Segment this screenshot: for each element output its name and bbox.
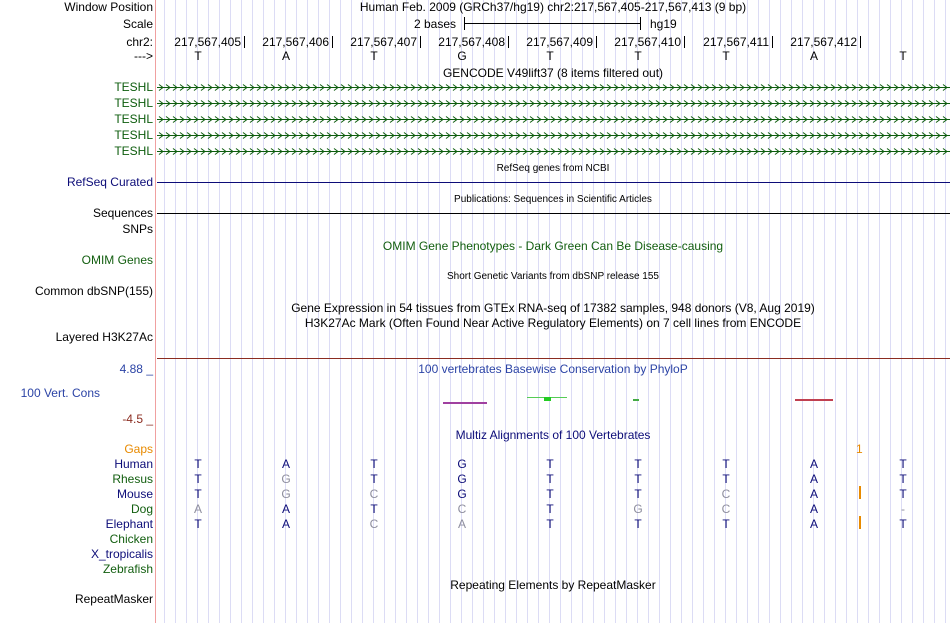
aligned-base: A — [809, 472, 818, 486]
reference-base: T — [722, 49, 730, 63]
gencode-track-title: GENCODE V49lift37 (8 items filtered out) — [442, 66, 664, 80]
reference-base: T — [546, 49, 554, 63]
aligned-base: T — [634, 457, 642, 471]
phylop-positive-score — [544, 397, 551, 401]
assembly-name: hg19 — [650, 17, 677, 31]
gencode-item-label[interactable]: TESHL — [114, 144, 153, 158]
gap-count-mark: 1 — [856, 442, 863, 456]
gencode-item-label[interactable]: TESHL — [114, 112, 153, 126]
ruler-tick — [860, 36, 861, 48]
aligned-base: G — [633, 502, 643, 516]
aligned-base: A — [457, 517, 466, 531]
reference-base: G — [457, 49, 467, 63]
aligned-base: T — [546, 472, 554, 486]
ruler-tick — [508, 36, 509, 48]
gencode-transcript-feature[interactable] — [157, 116, 950, 123]
phylop-negative-score — [443, 402, 487, 404]
refseq-gene-line[interactable] — [157, 182, 950, 183]
aligned-base: G — [457, 472, 467, 486]
conservation-track-label[interactable]: 100 Vert. Cons — [20, 386, 100, 400]
dbsnp-track-label[interactable]: Common dbSNP(155) — [34, 284, 153, 298]
aligned-base: T — [722, 472, 730, 486]
aligned-base: G — [457, 487, 467, 501]
aligned-base: C — [457, 502, 467, 516]
publications-track-title: Publications: Sequences in Scientific Articles — [454, 194, 652, 205]
aligned-base: T — [634, 487, 642, 501]
gaps-label[interactable]: Gaps — [124, 442, 153, 456]
aligned-base: T — [194, 487, 202, 501]
aligned-base: A — [193, 502, 202, 516]
chrom-label: chr2: — [126, 35, 153, 49]
scale-text: 2 bases — [414, 17, 457, 31]
window-position-label: Window Position — [64, 0, 153, 14]
gap-insertion-mark — [859, 516, 861, 529]
aligned-base: T — [899, 457, 907, 471]
aligned-base: A — [281, 457, 290, 471]
gencode-item-label[interactable]: TESHL — [114, 96, 153, 110]
gtex-track-title: Gene Expression in 54 tissues from GTEx RNA-seq of 17382 samples, 948 donors (V8, Aug 2019) — [291, 301, 815, 315]
aligned-base: G — [281, 487, 291, 501]
gencode-transcript-feature[interactable] — [157, 132, 950, 139]
aligned-base: T — [634, 517, 642, 531]
aligned-base: T — [546, 457, 554, 471]
repeatmasker-track-title: Repeating Elements by RepeatMasker — [450, 578, 656, 592]
aligned-base: T — [370, 502, 378, 516]
gencode-item-label[interactable]: TESHL — [114, 128, 153, 142]
ruler-position: 217,567,411 — [703, 35, 769, 49]
species-label[interactable]: Zebrafish — [102, 562, 153, 576]
aligned-base: G — [281, 472, 291, 486]
reference-base: T — [194, 49, 202, 63]
omim-track-label[interactable]: OMIM Genes — [81, 253, 153, 267]
dbsnp-track-title: Short Genetic Variants from dbSNP release 155 — [447, 271, 659, 282]
h3k27ac-baseline — [157, 358, 950, 359]
aligned-base: C — [369, 487, 379, 501]
species-label[interactable]: Chicken — [109, 532, 153, 546]
h3k27ac-track-title: H3K27Ac Mark (Often Found Near Active Regulatory Elements) on 7 cell lines from ENCODE — [304, 316, 802, 330]
aligned-base: T — [194, 472, 202, 486]
aligned-base: A — [281, 517, 290, 531]
phylop-negative-score — [795, 399, 833, 401]
ruler-position: 217,567,406 — [262, 35, 329, 49]
ruler-tick — [420, 36, 421, 48]
aligned-base: C — [721, 487, 731, 501]
aligned-base: T — [722, 517, 730, 531]
species-label[interactable]: Rhesus — [112, 472, 153, 486]
aligned-base: T — [899, 487, 907, 501]
scale-label: Scale — [122, 17, 153, 31]
gencode-item-label[interactable]: TESHL — [114, 80, 153, 94]
aligned-base: A — [809, 457, 818, 471]
ruler-tick — [684, 36, 685, 48]
reference-base: T — [370, 49, 378, 63]
reference-base: A — [809, 49, 818, 63]
aligned-base: A — [809, 487, 818, 501]
strand-label: ---> — [134, 49, 153, 63]
reference-base: T — [634, 49, 642, 63]
gap-insertion-mark — [859, 486, 861, 499]
publications-track-label[interactable]: Sequences — [92, 206, 153, 220]
refseq-track-title: RefSeq genes from NCBI — [496, 163, 610, 174]
aligned-base: T — [194, 457, 202, 471]
multiz-track-title: Multiz Alignments of 100 Vertebrates — [455, 428, 651, 442]
scale-bar — [464, 17, 641, 30]
species-label[interactable]: Mouse — [116, 487, 153, 501]
refseq-track-label[interactable]: RefSeq Curated — [66, 175, 153, 189]
ruler-position: 217,567,409 — [526, 35, 593, 49]
phylop-positive-score — [633, 399, 639, 401]
ruler-position: 217,567,412 — [790, 35, 857, 49]
aligned-base: T — [899, 472, 907, 486]
conservation-ymin: -4.5 _ — [122, 412, 153, 426]
species-label[interactable]: X_tropicalis — [90, 547, 153, 561]
conservation-ymax: 4.88 _ — [119, 362, 153, 376]
species-label[interactable]: Elephant — [105, 517, 153, 531]
ruler-position: 217,567,410 — [614, 35, 681, 49]
reference-base: A — [281, 49, 290, 63]
ruler-position: 217,567,408 — [438, 35, 505, 49]
gencode-transcript-feature[interactable] — [157, 84, 950, 91]
aligned-base: - — [901, 502, 905, 516]
aligned-base: T — [546, 502, 554, 516]
aligned-base: T — [370, 472, 378, 486]
aligned-base: A — [809, 502, 818, 516]
reference-base: T — [899, 49, 907, 63]
ruler-tick — [332, 36, 333, 48]
aligned-base: G — [457, 457, 467, 471]
species-label[interactable]: Human — [114, 457, 153, 471]
species-label[interactable]: Dog — [130, 502, 153, 516]
aligned-base: C — [369, 517, 379, 531]
aligned-base: T — [546, 517, 554, 531]
ruler-tick — [596, 36, 597, 48]
ruler-tick — [244, 36, 245, 48]
omim-track-title: OMIM Gene Phenotypes - Dark Green Can Be Disease-causing — [382, 239, 724, 253]
gencode-transcript-feature[interactable] — [157, 148, 950, 155]
assembly-position-text: Human Feb. 2009 (GRCh37/hg19) chr2:217,567,405-217,567,413 (9 bp) — [359, 0, 747, 14]
ruler-position: 217,567,407 — [350, 35, 417, 49]
repeatmasker-track-label[interactable]: RepeatMasker — [74, 592, 153, 606]
aligned-base: T — [634, 472, 642, 486]
aligned-base: T — [899, 517, 907, 531]
aligned-base: A — [809, 517, 818, 531]
conservation-track-title: 100 vertebrates Basewise Conservation by PhyloP — [418, 362, 688, 376]
ruler-position: 217,567,405 — [174, 35, 241, 49]
gencode-transcript-feature[interactable] — [157, 100, 950, 107]
publications-line[interactable] — [157, 213, 950, 214]
aligned-base: T — [546, 487, 554, 501]
snps-label[interactable]: SNPs — [122, 222, 153, 236]
aligned-base: T — [194, 517, 202, 531]
aligned-base: T — [722, 457, 730, 471]
ruler-tick — [772, 36, 773, 48]
h3k27ac-track-label[interactable]: Layered H3K27Ac — [55, 330, 153, 344]
aligned-base: T — [370, 457, 378, 471]
aligned-base: A — [281, 502, 290, 516]
aligned-base: C — [721, 502, 731, 516]
